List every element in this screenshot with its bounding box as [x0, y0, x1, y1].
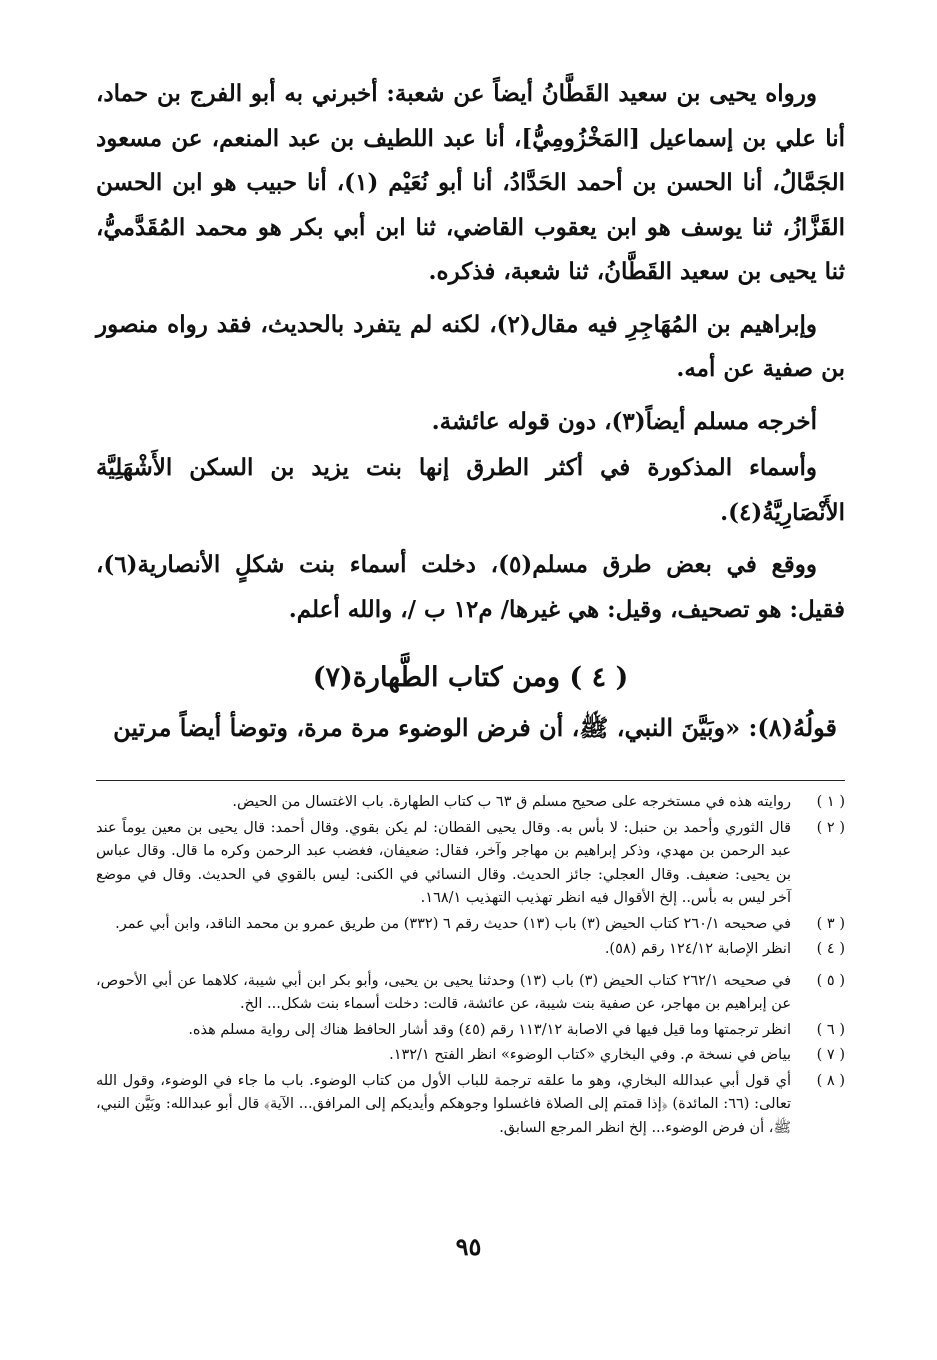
footnote-8 — [96, 1070, 845, 1141]
footnote-number: ( ٨ ) — [816, 1072, 845, 1089]
footnote-number: ( ٣ ) — [816, 915, 845, 932]
footnote-number: ( ٧ ) — [816, 1047, 845, 1063]
paragraph-2: وإبراهيم بن المُهَاجِرِ فيه مقال(٢)، لكنه لم يتفرد بالحديث، فقد رواه منصور بن صفية عن أمه. — [96, 310, 845, 382]
footnote-5 — [96, 970, 845, 1017]
paragraph-1: ورواه يحيى بن سعيد القَطَّانُ أيضاً عن شعبة: أخبرني به أبو الفرج بن حماد، أنا علي بن إسماعيل [المَخْزُومِيُّ]، أنا عبد اللطيف بن عبد المنعم، عن مسعود الجَمَّالُ، أنا الحسن بن أحمد الحَدَّادُ، أنا أبو نُعَيْم (١)، أنا حبيب هو ابن الحسن القَزَّازُ، ثنا يوسف هو ابن يعقوب القاضي، ثنا ابن أبي بكر هو محمد المُقَدَّميُّ، ثنا يحيى بن سعيد القَطَّانُ، ثنا شعبة، فذكره. — [96, 80, 846, 285]
footnote-text: قال الثوري وأحمد بن حنبل: لا بأس به. وقال يحيى القطان: لم يكن بقوي. وقال أحمد: قال يحيى بن معين يوماً عند عبد الرحمن بن مهدي، وذكر إبراهيم بن مهاجر وآخر، فقال: ضعيفان، فغضب عبد الرحمن وكره ما قال. وقال عباس بن يحيى: ضعيف. وقال العجلي: جائز الحديث. وقال النسائي في الكنى: ليس بالقوي في الحديث. وقال في موضع آخر ليس به بأس.. إلخ الأقوال فيه انظر تهذيب التهذيب ١٦٨/١. — [96, 819, 791, 906]
page-number: ٩٥ — [455, 1232, 482, 1261]
footnote-1 — [96, 791, 845, 815]
chapter-heading: ( ٤ ) ومن كتاب الطَّهارة(٧) — [312, 662, 629, 693]
footnote-text: روايته هذه في مستخرجه على صحيح مسلم ق ٦٣ ب كتاب الطهارة. باب الاغتسال من الحيض. — [232, 794, 791, 810]
paragraph-5: ووقع في بعض طرق مسلم(٥)، دخلت أسماء بنت شكلٍ الأنصارية(٦)، فقيل: هو تصحيف، وقيل: هي غيرها/ م١٢ ب /، والله أعلم. — [96, 551, 845, 623]
footnote-6 — [96, 1019, 845, 1043]
footnotes — [96, 791, 845, 1140]
main-text — [96, 72, 845, 632]
footnote-number: ( ٤ ) — [816, 941, 845, 957]
footnote-4 — [96, 938, 845, 962]
footnote-3 — [96, 913, 845, 937]
footnote-number: ( ١ ) — [816, 794, 845, 810]
footnote-number: ( ٥ ) — [816, 972, 845, 989]
footnote-number: ( ٢ ) — [816, 819, 845, 836]
footnote-divider — [96, 780, 845, 781]
footnote-text: انظر ترجمتها وما قيل فيها في الاصابة ١١٣/١٢ رقم (٤٥) وقد أشار الحافظ هناك إلى رواية مسلم هذه. — [188, 1021, 791, 1038]
footnote-2 — [96, 817, 845, 911]
footnote-text: في صحيحه ٢٦٢/١ كتاب الحيض (٣) باب (١٣) وحدثنا يحيى بن يحيى، وأبو بكر ابن أبي شيبة، كلاهما عن أبي الأحوص، عن إبراهيم بن مهاجر، عن صفية بنت شيبة، عن عائشة، قالت: دخلت أسماء بنت شكل... الخ. — [96, 972, 791, 1012]
paragraph-3: أخرجه مسلم أيضاً(٣)، دون قوله عائشة. — [431, 407, 817, 435]
footnote-number: ( ٦ ) — [816, 1021, 845, 1038]
footnote-text: أي قول أبي عبدالله البخاري، وهو ما علقه ترجمة للباب الأول من كتاب الوضوء. باب ما جاء في الوضوء، وقول الله تعالى: (٦٦: المائدة) ﴿إذا قمتم إلى الصلاة فاغسلوا وجوهكم وأيديكم إلى المرافق... الآية﴾ قال أبو عبدالله: وبَيَّن النبي، ﷺ، أن فرض الوضوء... إلخ انظر المرجع السابق. — [96, 1072, 791, 1136]
paragraph-6: قولُهُ(٨): «وبَيَّنَ النبي، ﷺ، أن فرض الوضوء مرة مرة، وتوضأ أيضاً مرتين — [113, 713, 837, 742]
paragraph-4: وأسماء المذكورة في أكثر الطرق إنها بنت يزيد بن السكن الأَشْهَلِيَّة الأَنْصَارِيَّةُ(٤). — [96, 454, 845, 526]
footnote-text: في صحيحه ٢٦٠/١ كتاب الحيض (٣) باب (١٣) حديث رقم ٦ (٣٣٢) من طريق عمرو بن محمد الناقد، وابن أبي عمر. — [115, 915, 791, 932]
footnote-text: بياض في نسخة م. وفي البخاري «كتاب الوضوء» انظر الفتح ١٣٢/١. — [389, 1047, 791, 1063]
footnote-7 — [96, 1044, 845, 1068]
footnote-text: انظر الإصابة ١٢٤/١٢ رقم (٥٨). — [604, 941, 791, 957]
